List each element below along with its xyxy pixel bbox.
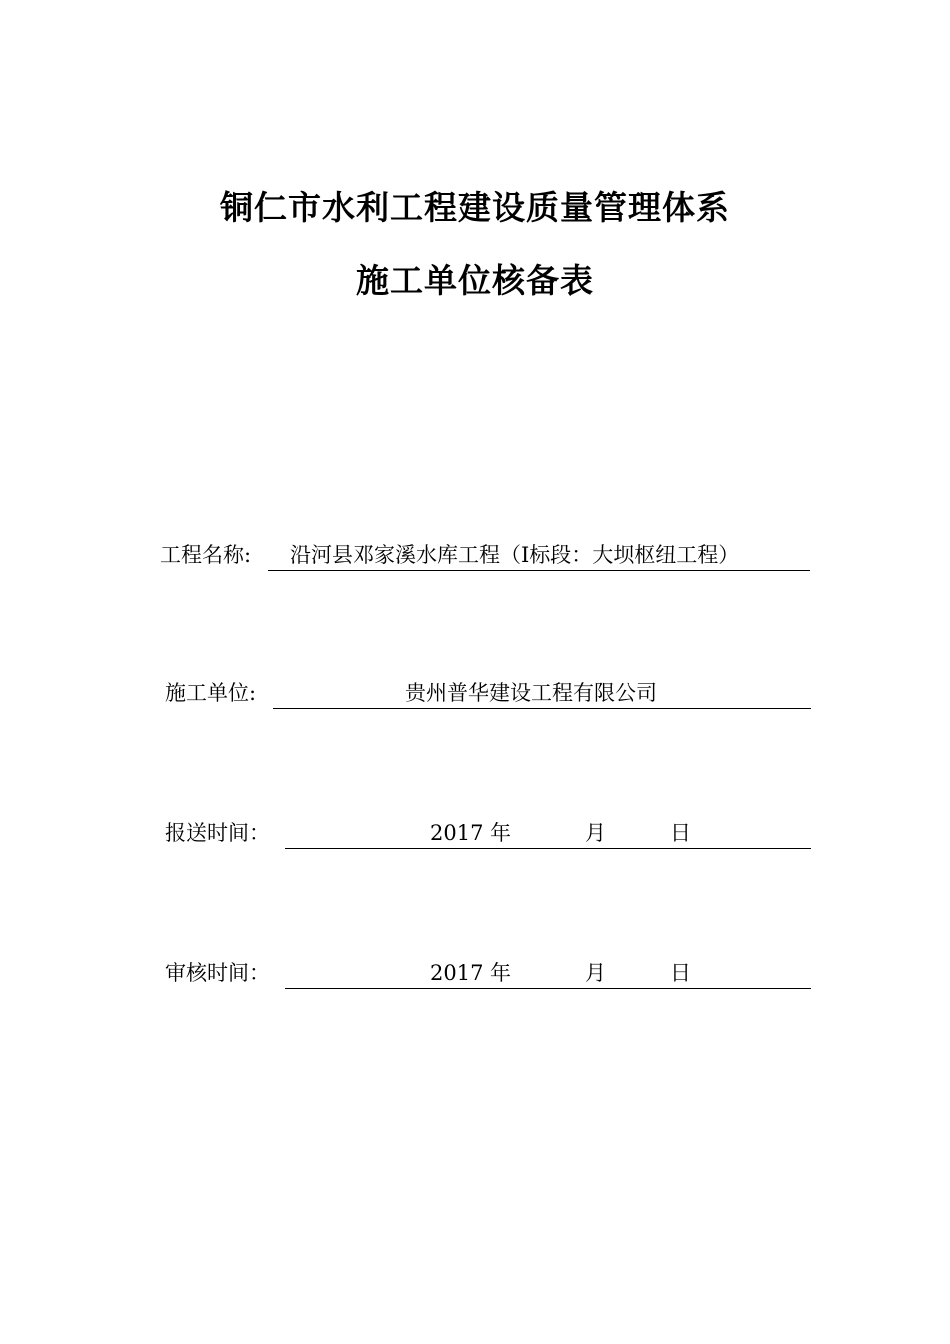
review-time-field bbox=[165, 958, 825, 990]
review-year-unit: 年 bbox=[490, 961, 511, 985]
review-day-unit: 日 bbox=[670, 961, 691, 985]
contractor-value: 贵州普华建设工程有限公司 bbox=[405, 681, 657, 705]
submit-year-unit: 年 bbox=[490, 821, 511, 845]
submit-time-label: 报送时间： bbox=[165, 821, 270, 845]
submit-year-value: 2017 bbox=[430, 821, 484, 845]
submit-time-underline bbox=[285, 818, 811, 849]
submit-month-unit: 月 bbox=[585, 821, 606, 845]
contractor-label: 施工单位: bbox=[165, 681, 257, 705]
project-name-value: 沿河县邓家溪水库工程（I标段：大坝枢纽工程） bbox=[290, 543, 740, 567]
contractor-field bbox=[165, 678, 825, 710]
document-subtitle: 施工单位核备表 bbox=[356, 261, 594, 300]
submit-day-unit: 日 bbox=[670, 821, 691, 845]
submit-time-field bbox=[165, 818, 825, 850]
review-year-value: 2017 bbox=[430, 961, 484, 985]
review-month-unit: 月 bbox=[585, 961, 606, 985]
review-time-label: 审核时间： bbox=[165, 961, 270, 985]
project-name-field bbox=[160, 540, 820, 572]
document-title: 铜仁市水利工程建设质量管理体系 bbox=[220, 188, 730, 227]
review-time-underline bbox=[285, 958, 811, 989]
project-name-label: 工程名称: bbox=[160, 543, 252, 567]
